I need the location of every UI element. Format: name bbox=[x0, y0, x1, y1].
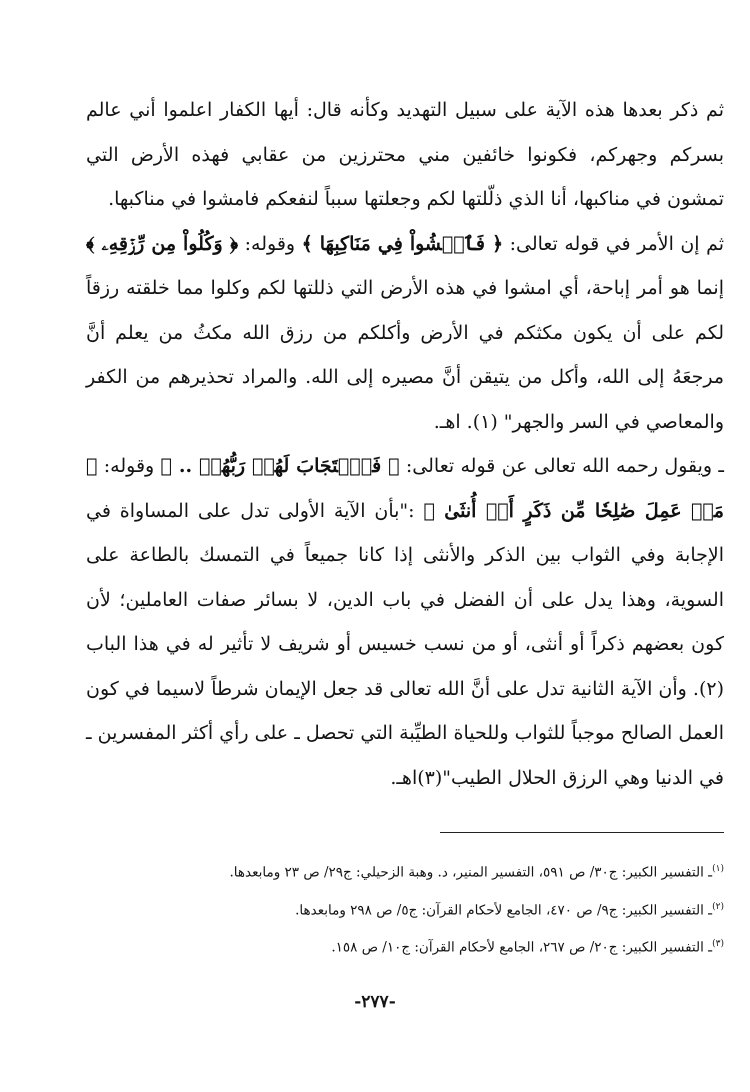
footnotes bbox=[86, 852, 724, 965]
paragraph-text: وقوله: bbox=[238, 232, 302, 255]
footnote bbox=[86, 890, 724, 928]
footnote-mark: (٢) bbox=[712, 901, 724, 912]
footnote-text: ـ التفسير الكبير: ج٣٠/ ص ٥٩١، التفسير المنير، د. وهبة الزحيلي: ج٢٩/ ص ٢٣ ومابعدها. bbox=[229, 864, 713, 881]
paragraph bbox=[86, 444, 724, 800]
paragraph bbox=[86, 222, 724, 445]
page-number: -٢٧٧- bbox=[354, 992, 396, 1012]
book-page bbox=[86, 88, 724, 1048]
paragraph-text: ثم إن الأمر في قوله تعالى: bbox=[503, 232, 724, 255]
paragraph-text: وقوله: bbox=[97, 455, 161, 477]
footnote-mark: (١) bbox=[712, 864, 724, 874]
footnote-mark: (٣) bbox=[712, 939, 724, 949]
footnote-text: ـ التفسير الكبير: ج٢٠/ ص ٢٦٧، الجامع لأحكام القرآن: ج١٠/ ص ١٥٨. bbox=[331, 939, 713, 956]
body-text bbox=[86, 88, 724, 800]
paragraph-text: :"بأن الآية الأولى تدل على المساواة في الإجابة وفي الثواب بين الذكر والأنثى إذا كانا جميعاً في التمسك بالطاعة على السوية، وهذا يدل على أن الفضل في باب الدين، لا بسائر صفات العاملين؛ لأن كون بعضهم ذكراً أو أنثى، أو من نسب خسيس أو شريف لا تأثير له في هذا الباب (٢). وأن الآية الثانية تدل على أنَّ الله تعالى قد جعل الإيمان شرطاً لاسيما في كون العمل الصالح موجباً للثواب وللحياة الطيِّبة التي تحصل ـ على رأي أكثر المفسرين ـ في الدنيا وهي الرزق الحلال الطيب"(٣)اهـ. bbox=[86, 499, 724, 789]
paragraph-text: ثم ذكر بعدها هذه الآية على سبيل التهديد وكأنه قال: أيها الكفار اعلموا أني عالم بسركم وجهركم، فكونوا خائفين مني محترزين من عقابي فهذه الأرض التي تمشون في مناكبها، أنا الذي ذلّلتها لكم وجعلتها سبباً لنفعكم فامشوا في مناكبها. bbox=[86, 99, 724, 210]
quran-verse: ﴿ وَكُلُواْ مِن رِّزۡقِهِۦ ﴾ bbox=[86, 232, 239, 255]
footnote bbox=[86, 852, 724, 890]
footnote-text: ـ التفسير الكبير: ج٩/ ص ٤٧٠، الجامع لأحكام القرآن: ج٥/ ص ٢٩٨ ومابعدها. bbox=[295, 902, 713, 918]
quran-verse: ﴿ فَٱسۡتَجَابَ لَهُمۡ رَبُّهُمۡ .. ﴾ bbox=[160, 455, 400, 477]
quran-verse: ﴿ مَنۡ عَمِلَ صَٰلِحٗا مِّن ذَكَرٍ أَوۡ أُنثَىٰ ﴾ bbox=[86, 455, 724, 522]
paragraph bbox=[86, 88, 724, 222]
paragraph-text: ـ ويقول رحمه الله تعالى عن قوله تعالى: bbox=[399, 455, 724, 477]
footnote bbox=[86, 927, 724, 965]
footnote-separator bbox=[440, 832, 724, 833]
paragraph-text: إنما هو أمر إباحة، أي امشوا في هذه الأرض التي ذللتها لكم وكلوا مما خلقته رزقاً لكم على أن يكون مكثكم في الأرض وأكلكم من رزق الله مكثُ من يعلم أنَّ مرجعَهُ إلى الله، وأكل من يتيقن أنَّ مصيره إلى الله. والمراد تحذيرهم من الكفر والمعاصي في السر والجهر" (١). اهـ. bbox=[86, 277, 724, 433]
quran-verse: ﴿ فَٱمۡشُواْ فِي مَنَاكِبِهَا ﴾ bbox=[301, 232, 504, 255]
